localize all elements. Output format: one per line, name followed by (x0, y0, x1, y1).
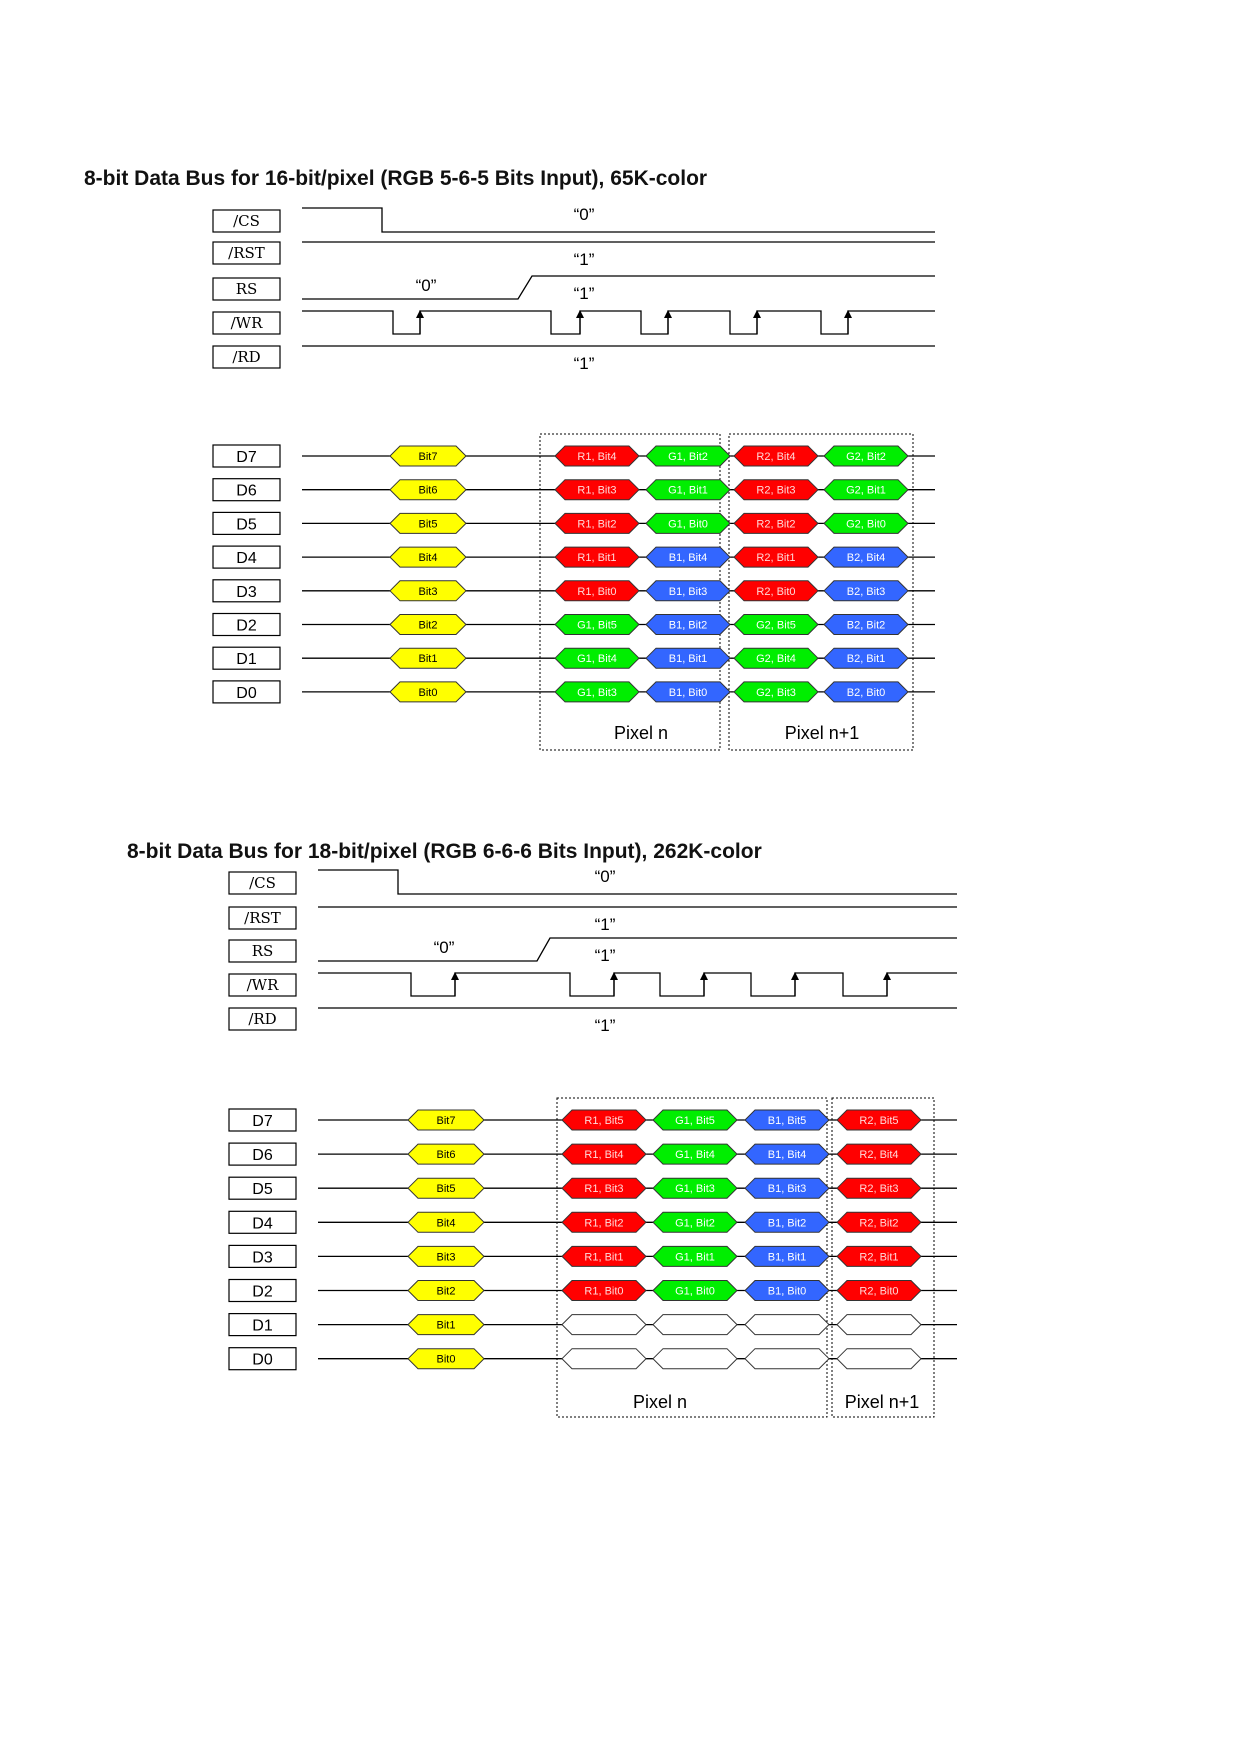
d1-rs-level: “1” (573, 284, 595, 303)
d1-data-label-d2: D2 (236, 617, 257, 635)
d1-pixel-cell-label-3-2: R2, Bit1 (756, 552, 796, 565)
d1-generic-bit-label-1: Bit6 (418, 484, 438, 497)
d2-pixel-cell-6-1 (653, 1315, 737, 1335)
d2-pixel-cell-label-4-1: G1, Bit1 (675, 1251, 715, 1264)
d1-pixel-cell-label-5-2: G2, Bit5 (756, 619, 796, 632)
d2-pixel-cell-label-2-2: B1, Bit3 (767, 1183, 807, 1196)
d2-pixel-cell-label-4-2: B1, Bit1 (767, 1251, 807, 1264)
d1-pixel-cell-label-4-0: R1, Bit0 (577, 585, 617, 598)
d2-generic-bit-label-5: Bit2 (436, 1285, 456, 1298)
d1-pixel-cell-label-7-1: B1, Bit0 (668, 686, 708, 699)
d2-pixel-cell-label-2-0: R1, Bit3 (584, 1183, 624, 1196)
d1-pixel-cell-label-7-0: G1, Bit3 (577, 686, 617, 699)
d2-data-label-d7: D7 (252, 1113, 273, 1130)
d1-generic-bit-label-3: Bit4 (418, 552, 438, 565)
d1-pixel-cell-label-0-3: G2, Bit2 (846, 451, 886, 463)
d2-pixel-cell-label-1-0: R1, Bit4 (584, 1149, 624, 1162)
d2-pixel-cell-label-0-3: R2, Bit5 (859, 1115, 899, 1127)
d2-pixel-cell-7-0 (562, 1349, 646, 1369)
d1-pixel-cell-label-4-1: B1, Bit3 (668, 585, 708, 598)
d2-pixel-cell-label-4-0: R1, Bit1 (584, 1251, 624, 1264)
d2-pixel-cell-label-5-1: G1, Bit0 (675, 1285, 715, 1298)
d1-generic-bit-label-2: Bit5 (418, 518, 438, 531)
d1-pixel-cell-label-2-2: R2, Bit2 (756, 518, 796, 531)
d1-wr-wave (302, 311, 935, 334)
d1-pixel-cell-label-4-3: B2, Bit3 (846, 585, 886, 598)
d1-ctrl-label-rst: /RST (228, 244, 265, 262)
diagram-2-title: 8-bit Data Bus for 18-bit/pixel (RGB 6-6-6 Bits Input), 262K-color (127, 840, 762, 863)
d1-pixel-cell-label-1-3: G2, Bit1 (846, 484, 886, 497)
d2-generic-bit-label-4: Bit3 (436, 1251, 456, 1264)
d2-wr-wave (318, 973, 957, 996)
d1-pixel-cell-label-5-3: B2, Bit2 (846, 619, 886, 632)
d2-ctrl-label-rd: /RD (248, 1010, 277, 1028)
d2-generic-bit-label-6: Bit1 (436, 1319, 456, 1332)
d1-pixel-cell-label-4-2: R2, Bit0 (756, 585, 796, 598)
d2-cs-level: “0” (594, 867, 616, 886)
d1-pixel-label-1: Pixel n+1 (784, 723, 860, 743)
d1-pixel-cell-label-6-2: G2, Bit4 (756, 653, 796, 666)
d1-rs-pre-level: “0” (415, 276, 437, 295)
diagram-1-title: 8-bit Data Bus for 16-bit/pixel (RGB 5-6-5 Bits Input), 65K-color (84, 167, 708, 190)
d1-pixel-cell-label-3-1: B1, Bit4 (668, 552, 708, 565)
d2-pixel-cell-label-5-2: B1, Bit0 (767, 1285, 807, 1298)
d2-pixel-cell-label-1-2: B1, Bit4 (767, 1149, 807, 1162)
d2-pixel-cell-label-3-1: G1, Bit2 (675, 1217, 715, 1230)
d2-pixel-cell-label-4-3: R2, Bit1 (859, 1251, 899, 1264)
d2-pixel-cell-7-1 (653, 1349, 737, 1369)
d1-pixel-label-0: Pixel n (613, 723, 669, 743)
d2-pixel-cell-label-0-1: G1, Bit5 (675, 1115, 715, 1127)
d1-data-label-d1: D1 (236, 651, 257, 669)
d2-pixel-cell-label-0-2: B1, Bit5 (767, 1115, 807, 1127)
d1-generic-bit-label-5: Bit2 (418, 619, 438, 632)
d2-generic-bit-label-2: Bit5 (436, 1183, 456, 1196)
d1-data-label-d7: D7 (236, 449, 257, 466)
d1-pixel-cell-label-6-3: B2, Bit1 (846, 653, 886, 666)
d1-pixel-cell-label-0-0: R1, Bit4 (577, 451, 617, 463)
d2-pixel-cell-label-1-3: R2, Bit4 (859, 1149, 899, 1162)
d2-pixel-cell-7-2 (745, 1349, 829, 1369)
d1-cs-level: “0” (573, 205, 595, 224)
d1-data-label-d6: D6 (236, 482, 257, 500)
d2-pixel-label-0: Pixel n (632, 1392, 688, 1412)
d2-generic-bit-label-1: Bit6 (436, 1149, 456, 1162)
d2-pixel-cell-6-2 (745, 1315, 829, 1335)
d1-pixel-cell-label-1-1: G1, Bit1 (668, 484, 708, 497)
d1-pixel-cell-label-0-1: G1, Bit2 (668, 451, 708, 463)
d1-pixel-cell-label-7-2: G2, Bit3 (756, 686, 796, 699)
d1-ctrl-label-cs: /CS (233, 212, 260, 230)
d2-data-label-d2: D2 (252, 1283, 273, 1301)
d2-pixel-cell-7-3 (837, 1349, 921, 1369)
d1-data-label-d5: D5 (236, 516, 257, 534)
d2-generic-bit-label-7: Bit0 (436, 1353, 456, 1366)
d1-pixel-cell-label-1-2: R2, Bit3 (756, 484, 796, 497)
d2-ctrl-label-rs: RS (251, 942, 274, 960)
d1-pixel-cell-label-0-2: R2, Bit4 (756, 451, 796, 463)
d1-generic-bit-label-7: Bit0 (418, 686, 438, 699)
d2-data-label-d4: D4 (252, 1215, 273, 1233)
d1-pixel-cell-label-6-1: B1, Bit1 (668, 653, 708, 666)
d2-pixel-cell-label-3-0: R1, Bit2 (584, 1217, 624, 1230)
d2-pixel-cell-label-1-1: G1, Bit4 (675, 1149, 715, 1162)
d1-pixel-cell-label-3-0: R1, Bit1 (577, 552, 617, 565)
d2-rs-level: “1” (594, 946, 616, 965)
d2-pixel-cell-label-2-1: G1, Bit3 (675, 1183, 715, 1196)
d2-data-label-d3: D3 (252, 1249, 273, 1267)
d1-ctrl-label-wr: /WR (230, 314, 263, 332)
d1-pixel-cell-label-5-0: G1, Bit5 (577, 619, 617, 632)
d2-cs-wave (318, 870, 957, 894)
d1-rd-level: “1” (573, 354, 595, 373)
d1-pixel-cell-label-2-1: G1, Bit0 (668, 518, 708, 531)
d1-pixel-cell-label-7-3: B2, Bit0 (846, 686, 886, 699)
d1-ctrl-label-rd: /RD (232, 348, 261, 366)
d1-pixel-cell-label-3-3: B2, Bit4 (846, 552, 886, 565)
d2-data-label-d5: D5 (252, 1181, 273, 1199)
d1-data-label-d4: D4 (236, 550, 257, 568)
d1-ctrl-label-rs: RS (235, 280, 258, 298)
d2-rs-pre-level: “0” (433, 938, 455, 957)
d2-pixel-cell-label-3-3: R2, Bit2 (859, 1217, 899, 1230)
d2-ctrl-label-wr: /WR (246, 976, 279, 994)
d2-pixel-cell-label-5-0: R1, Bit0 (584, 1285, 624, 1298)
d1-rst-level: “1” (573, 250, 595, 269)
d1-cs-wave (302, 208, 935, 232)
d1-pixel-cell-label-5-1: B1, Bit2 (668, 619, 708, 632)
d2-pixel-cell-label-2-3: R2, Bit3 (859, 1183, 899, 1196)
d2-data-label-d1: D1 (252, 1317, 273, 1335)
d1-data-label-d0: D0 (236, 684, 257, 702)
d2-ctrl-label-rst: /RST (244, 909, 281, 927)
d1-generic-bit-label-4: Bit3 (418, 585, 438, 598)
d1-pixel-cell-label-2-0: R1, Bit2 (577, 518, 617, 531)
d1-generic-bit-label-6: Bit1 (418, 653, 438, 666)
d1-data-label-d3: D3 (236, 583, 257, 601)
d2-pixel-cell-6-0 (562, 1315, 646, 1335)
d2-ctrl-label-cs: /CS (249, 874, 276, 892)
d1-pixel-cell-label-1-0: R1, Bit3 (577, 484, 617, 497)
d2-rd-level: “1” (594, 1016, 616, 1035)
d2-pixel-cell-6-3 (837, 1315, 921, 1335)
d2-generic-bit-label-0: Bit7 (436, 1115, 456, 1127)
d2-data-label-d6: D6 (252, 1147, 273, 1165)
d2-rst-level: “1” (594, 915, 616, 934)
d2-data-label-d0: D0 (252, 1351, 273, 1369)
d1-pixel-cell-label-6-0: G1, Bit4 (577, 653, 617, 666)
d1-pixel-cell-label-2-3: G2, Bit0 (846, 518, 886, 531)
d1-generic-bit-label-0: Bit7 (418, 451, 438, 463)
d1-rs-wave (302, 276, 935, 299)
d2-rs-wave (318, 938, 957, 961)
d2-pixel-cell-label-3-2: B1, Bit2 (767, 1217, 807, 1230)
d2-pixel-cell-label-0-0: R1, Bit5 (584, 1115, 624, 1127)
d2-pixel-label-1: Pixel n+1 (844, 1392, 920, 1412)
d2-pixel-cell-label-5-3: R2, Bit0 (859, 1285, 899, 1298)
d2-generic-bit-label-3: Bit4 (436, 1217, 456, 1230)
